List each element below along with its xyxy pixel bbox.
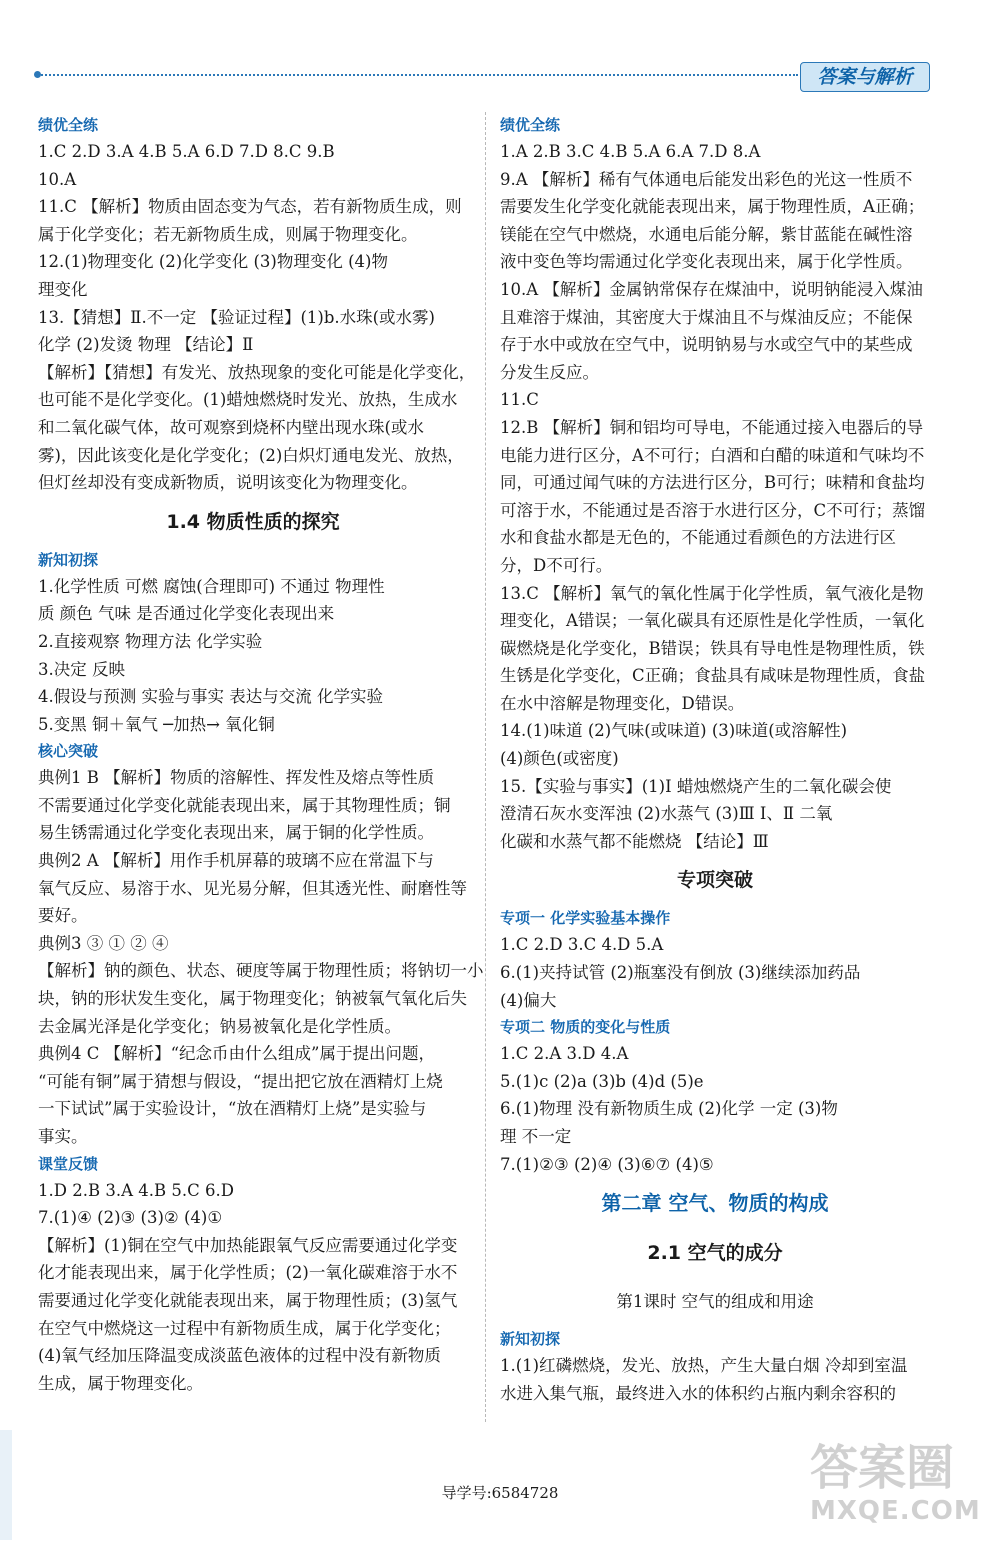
text-line: 13.【猜想】Ⅱ.不一定 【验证过程】(1)b.水珠(或水雾) bbox=[38, 307, 435, 327]
text-line: 1.C 2.A 3.D 4.A bbox=[500, 1044, 629, 1064]
text-line: 【解析】(1)铜在空气中加热能跟氧气反应需要通过化学变 bbox=[38, 1235, 458, 1255]
text-line: 碳燃烧是化学变化，B错误；铁具有导电性是物理性质，铁 bbox=[500, 638, 925, 658]
text-line: 10.A 【解析】金属钠常保存在煤油中，说明钠能浸入煤油 bbox=[500, 279, 923, 299]
text-line: 7.(1)②③ (2)④ (3)⑥⑦ (4)⑤ bbox=[500, 1154, 714, 1174]
text-line: 需要通过化学变化就能表现出来，属于物理性质；(3)氢气 bbox=[38, 1290, 458, 1310]
text-line: 理变化 bbox=[38, 279, 88, 299]
text-line: 7.(1)④ (2)③ (3)② (4)① bbox=[38, 1208, 223, 1228]
text-line: 1.C 2.D 3.C 4.D 5.A bbox=[500, 935, 664, 955]
text-line: 水和食盐水都是无色的，不能通过看颜色的方法进行区 bbox=[500, 528, 896, 548]
text-line: 水进入集气瓶，最终进入水的体积约占瓶内剩余容积的 bbox=[500, 1383, 896, 1403]
section-heading: 新知初探 bbox=[38, 550, 99, 569]
section-title: 专项突破 bbox=[676, 869, 753, 892]
chapter-title: 第二章 空气、物质的构成 bbox=[601, 1191, 829, 1216]
text-line: 但灯丝却没有变成新物质，说明该变化为物理变化。 bbox=[38, 473, 418, 493]
section-heading: 绩优全练 bbox=[500, 116, 561, 134]
text-line: 11.C 【解析】物质由固态变为气态，若有新物质生成，则 bbox=[38, 197, 462, 217]
text-line: 5.变黑 铜＋氧气 ─加热→ 氧化铜 bbox=[38, 714, 275, 734]
text-line: 9.A 【解析】稀有气体通电后能发出彩色的光这一性质不 bbox=[500, 169, 913, 189]
left-column bbox=[38, 112, 484, 1397]
text-line: 化才能表现出来，属于化学性质；(2)一氧化碳难溶于水不 bbox=[38, 1263, 458, 1283]
text-line: (4)颜色(或密度) bbox=[500, 749, 619, 769]
text-line: 14.(1)味道 (2)气味(或味道) (3)味道(或溶解性) bbox=[500, 721, 848, 741]
watermark-top: 答案圈 bbox=[810, 1440, 955, 1496]
text-line: 需要发生化学变化就能表现出来，属于物理性质，A正确； bbox=[500, 197, 925, 217]
text-line: “可能有铜”属于猜想与假设，“提出把它放在酒精灯上烧 bbox=[38, 1071, 443, 1091]
text-line: 镁能在空气中燃烧，水通电后能分解，紫甘蓝能在碱性溶 bbox=[500, 224, 913, 244]
text-line: 事实。 bbox=[38, 1127, 88, 1146]
text-line: 10.A bbox=[38, 169, 77, 189]
text-line: 液中变色等均需通过化学变化表现出来，属于化学性质。 bbox=[500, 252, 913, 272]
text-line: (4)偏大 bbox=[500, 990, 557, 1010]
text-line: 2.直接观察 物理方法 化学实验 bbox=[38, 631, 263, 651]
text-line: 化碳和水蒸气都不能燃烧 【结论】Ⅲ bbox=[500, 831, 769, 851]
text-line: 也可能不是化学变化。(1)蜡烛燃烧时发光、放热，生成水 bbox=[38, 390, 458, 410]
section-badge: 答案与解析 bbox=[800, 62, 930, 92]
text-line: 理变化，A错误；一氧化碳具有还原性是化学性质，一氧化 bbox=[500, 611, 925, 631]
text-line: 典例4 C 【解析】“纪念币由什么组成”属于提出问题， bbox=[38, 1044, 435, 1064]
text-line: 12.(1)物理变化 (2)化学变化 (3)物理变化 (4)物 bbox=[38, 252, 388, 272]
text-line: 15.【实验与事实】(1)Ⅰ 蜡烛燃烧产生的二氧化碳会使 bbox=[500, 776, 892, 796]
section-title: 1.4 物质性质的探究 bbox=[166, 510, 340, 533]
text-line: 属于化学变化；若无新物质生成，则属于物理变化。 bbox=[38, 224, 418, 244]
text-line: 12.B 【解析】铜和铝均可导电，不能通过接入电器后的导 bbox=[500, 417, 924, 437]
text-line: 氧气反应、易溶于水、见光易分解，但其透光性、耐磨性等 bbox=[38, 878, 467, 898]
text-line: 不需要通过化学变化就能表现出来，属于其物理性质；铜 bbox=[38, 795, 451, 815]
text-line: 6.(1)夹持试管 (2)瓶塞没有倒放 (3)继续添加药品 bbox=[500, 963, 861, 983]
section-heading: 绩优全练 bbox=[38, 116, 99, 134]
section-title: 2.1 空气的成分 bbox=[647, 1242, 783, 1265]
text-line: 1.(1)红磷燃烧，发光、放热，产生大量白烟 冷却到室温 bbox=[500, 1356, 908, 1376]
section-heading: 课堂反馈 bbox=[38, 1154, 99, 1173]
text-line: 4.假设与预测 实验与事实 表达与交流 化学实验 bbox=[38, 687, 383, 707]
section-heading: 专项一 化学实验基本操作 bbox=[500, 909, 671, 928]
right-column bbox=[500, 112, 930, 1407]
watermark-logo bbox=[810, 1440, 1000, 1540]
text-line: 1.化学性质 可燃 腐蚀(合理即可) 不通过 物理性 bbox=[38, 576, 385, 596]
text-line: 电能力进行区分，A不可行；白酒和白醋的味道和气味均不 bbox=[500, 445, 925, 465]
text-line: 雾)，因此该变化是化学变化；(2)白炽灯通电发光、放热， bbox=[38, 445, 464, 465]
header-rule bbox=[38, 74, 798, 76]
text-line: 块，钠的形状发生变化，属于物理变化；钠被氧气氧化后失 bbox=[38, 989, 467, 1009]
text-line: 在空气中燃烧这一过程中有新物质生成，属于化学变化； bbox=[38, 1318, 451, 1338]
text-line: (4)氧气经加压降温变成淡蓝色液体的过程中没有新物质 bbox=[38, 1346, 441, 1366]
text-line: 易生锈需通过化学变化表现出来，属于铜的化学性质。 bbox=[38, 823, 434, 843]
text-line: 在水中溶解是物理变化，D错误。 bbox=[500, 693, 745, 713]
text-line: 【解析】【猜想】有发光、放热现象的变化可能是化学变化， bbox=[38, 362, 476, 382]
section-heading: 新知初探 bbox=[500, 1330, 561, 1349]
text-line: 要好。 bbox=[38, 906, 88, 926]
text-line: 理 不一定 bbox=[500, 1127, 572, 1146]
text-line: 典例3 ③ ① ② ④ bbox=[38, 933, 169, 953]
text-line: 一下试试”属于实验设计，“放在酒精灯上烧”是实验与 bbox=[38, 1099, 427, 1119]
text-line: 6.(1)物理 没有新物质生成 (2)化学 一定 (3)物 bbox=[500, 1099, 838, 1119]
text-line: 同，可通过闻气味的方法进行区分，B可行；味精和食盐均 bbox=[500, 473, 925, 493]
text-line: 分，D不可行。 bbox=[500, 555, 613, 575]
text-line: 和二氧化碳气体，故可观察到烧杯内壁出现水珠(或水 bbox=[38, 417, 424, 437]
text-line: 澄清石灰水变浑浊 (2)水蒸气 (3)Ⅲ Ⅰ、Ⅱ 二氧 bbox=[500, 804, 833, 824]
text-line: 可溶于水，不能通过是否溶于水进行区分，C不可行；蒸馏 bbox=[500, 500, 926, 520]
section-heading: 专项二 物质的变化与性质 bbox=[500, 1018, 671, 1037]
text-line: 3.决定 反映 bbox=[38, 659, 125, 679]
text-line: 生锈是化学变化，C正确；食盐具有咸味是物理性质，食盐 bbox=[500, 666, 926, 686]
text-line: 1.A 2.B 3.C 4.B 5.A 6.A 7.D 8.A bbox=[500, 142, 761, 161]
text-line: 典例2 A 【解析】用作手机屏幕的玻璃不应在常温下与 bbox=[38, 851, 434, 871]
watermark-bottom: MXQE.COM bbox=[810, 1496, 981, 1526]
text-line: 11.C bbox=[500, 390, 539, 410]
text-line: 1.C 2.D 3.A 4.B 5.A 6.D 7.D 8.C 9.B bbox=[38, 142, 335, 161]
guide-number: 导学号:6584728 bbox=[441, 1484, 559, 1502]
text-line: 分发生反应。 bbox=[500, 362, 599, 382]
lesson-title: 第1课时 空气的组成和用途 bbox=[616, 1292, 814, 1312]
text-line: 存于水中或放在空气中，说明钠易与水或空气中的某些成 bbox=[500, 335, 913, 355]
text-line: 化学 (2)发烫 物理 【结论】Ⅱ bbox=[38, 335, 254, 355]
text-line: 13.C 【解析】氧气的氧化性属于化学性质，氧气液化是物 bbox=[500, 583, 924, 603]
text-line: 【解析】钠的颜色、状态、硬度等属于物理性质；将钠切一小 bbox=[38, 961, 484, 981]
text-line: 质 颜色 气味 是否通过化学变化表现出来 bbox=[38, 604, 335, 624]
column-divider bbox=[485, 112, 486, 1422]
text-line: 典例1 B 【解析】物质的溶解性、挥发性及熔点等性质 bbox=[38, 768, 435, 788]
text-line: 且难溶于煤油，其密度大于煤油且不与煤油反应；不能保 bbox=[500, 307, 913, 327]
text-line: 去金属光泽是化学变化；钠易被氧化是化学性质。 bbox=[38, 1016, 401, 1036]
text-line: 1.D 2.B 3.A 4.B 5.C 6.D bbox=[38, 1180, 234, 1200]
text-line: 5.(1)c (2)a (3)b (4)d (5)e bbox=[500, 1071, 704, 1091]
section-heading: 核心突破 bbox=[38, 742, 99, 761]
text-line: 生成，属于物理变化。 bbox=[38, 1373, 203, 1393]
